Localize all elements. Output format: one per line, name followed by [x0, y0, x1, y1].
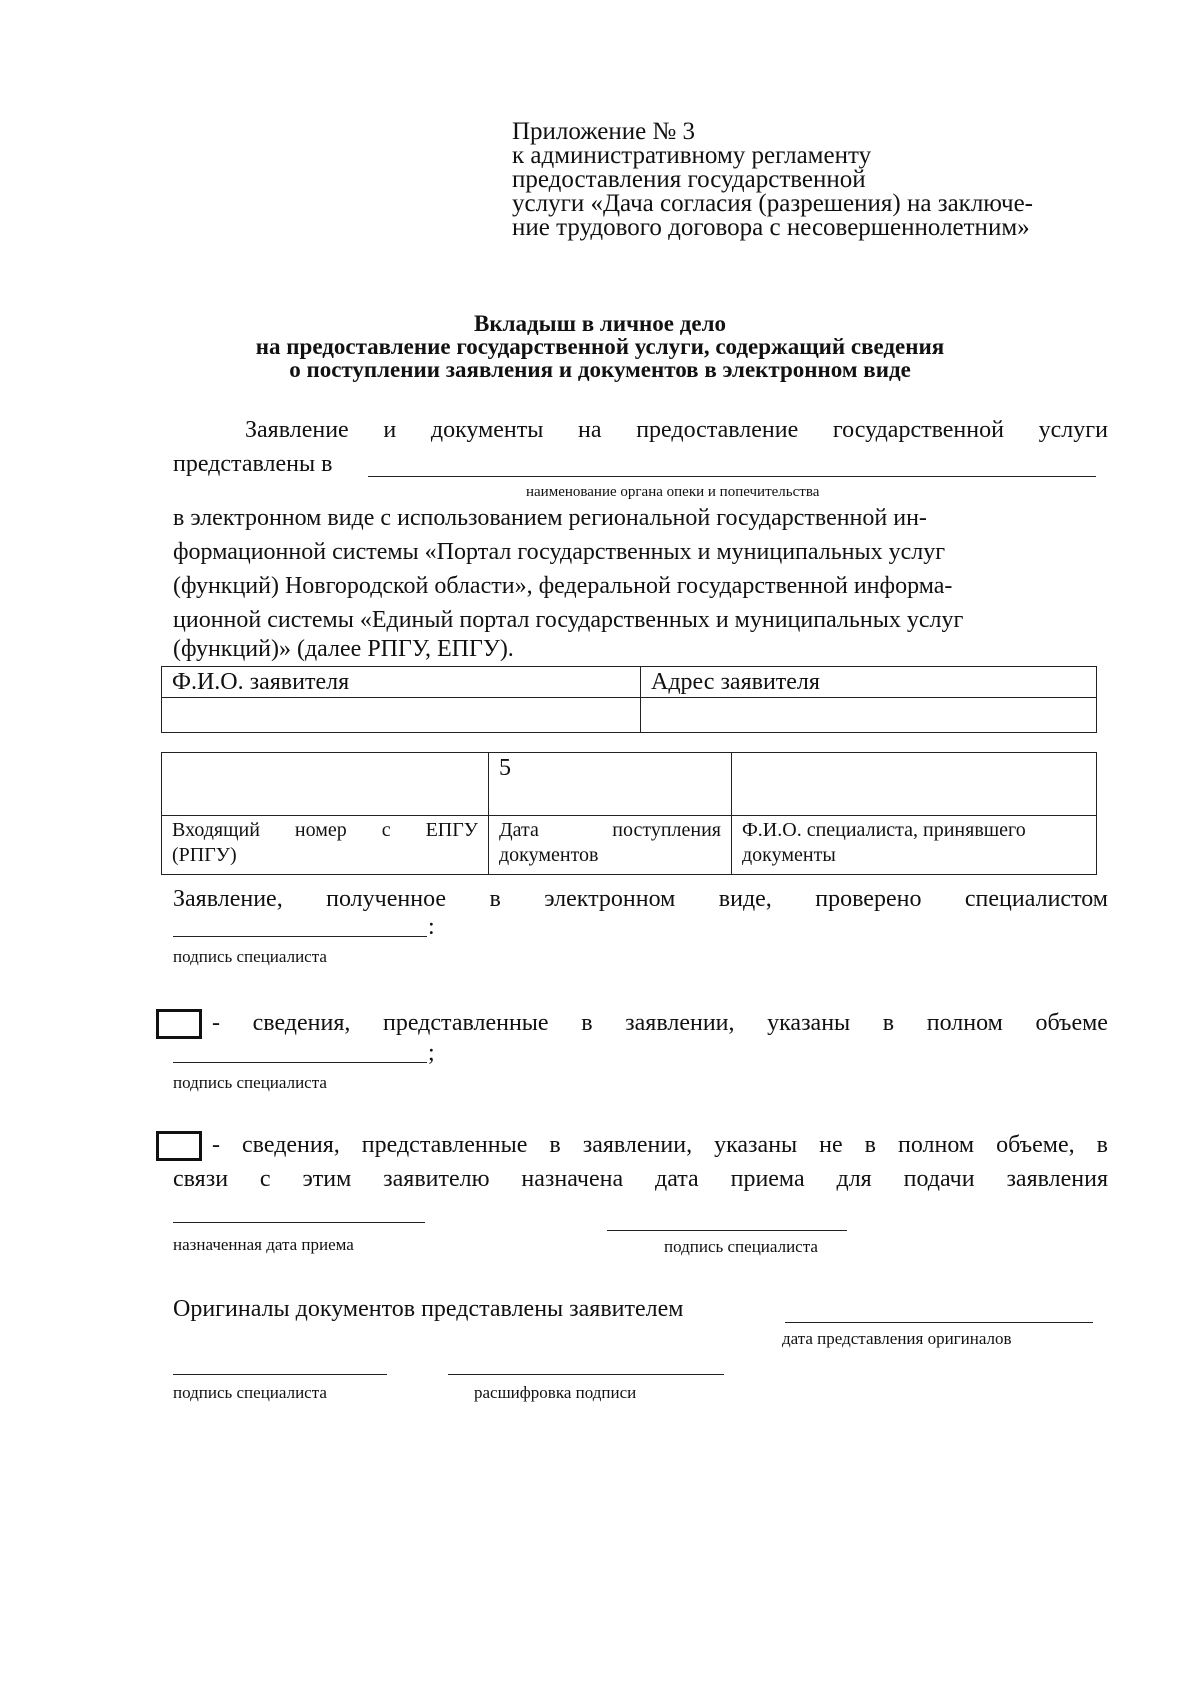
applicant-address-header: Адрес заявителя [641, 667, 1097, 698]
receipt-date-label-line-2: документов [499, 844, 599, 866]
word: Дата [499, 819, 539, 841]
word: указаны [767, 1010, 851, 1036]
specialist-name-label-line-1: Ф.И.О. специалиста, принявшего [742, 819, 1026, 841]
word: назначена [521, 1166, 624, 1192]
registration-table [161, 752, 1097, 875]
intro-line-1 [245, 415, 1108, 445]
appendix-line-5: ние трудового договора с несовершеннолетним» [512, 214, 1030, 241]
intro-line-5: (функций) Новгородской области», федеральной государственной информа- [173, 573, 953, 599]
originals-date-line[interactable] [785, 1322, 1093, 1323]
intro-line-3: в электронном виде с использованием региональной государственной ин- [173, 505, 927, 531]
check-signature-caption: подпись специалиста [173, 947, 327, 966]
originals-signature-caption: подпись специалиста [173, 1383, 327, 1402]
word: ЕПГУ [425, 819, 478, 841]
check-colon: : [428, 914, 435, 940]
full-info-checkbox[interactable] [156, 1009, 202, 1039]
word: специалистом [964, 886, 1108, 912]
appendix-line-2: к административному регламенту [512, 142, 872, 169]
applicant-table [161, 666, 1097, 733]
originals-signature-line[interactable] [173, 1374, 387, 1375]
word: в [581, 1010, 593, 1036]
word: Входящий [172, 819, 260, 841]
incoming-number-cell[interactable] [162, 753, 489, 816]
applicant-address-cell[interactable] [641, 698, 1097, 733]
full-info-signature-caption: подпись специалиста [173, 1073, 327, 1092]
word: объеме [1035, 1010, 1108, 1036]
word: для [836, 1166, 872, 1192]
word: в [489, 886, 501, 912]
partial-info-line-2 [173, 1164, 1108, 1194]
check-signature-line[interactable] [173, 936, 427, 937]
word: с [381, 819, 391, 841]
word: на [578, 417, 602, 443]
word: в [882, 1010, 895, 1036]
specialist-name-cell[interactable] [732, 753, 1097, 816]
word: заявления [1006, 1166, 1108, 1192]
partial-info-signature-line[interactable] [607, 1230, 847, 1231]
title-line-1: Вкладыш в личное дело [473, 311, 726, 336]
word: представленные [383, 1010, 549, 1036]
appendix-line-4: услуги «Дача согласия (разрешения) на заключе- [512, 190, 1034, 217]
appendix-header [512, 120, 1152, 240]
full-info-statement [212, 1008, 1108, 1038]
word: дата [655, 1166, 699, 1192]
intro-line-4: формационной системы «Портал государственных и муниципальных услуг [173, 539, 946, 565]
title-line-3: о поступлении заявления и документов в электронном виде [289, 357, 911, 382]
full-info-signature-line[interactable] [173, 1062, 427, 1063]
word: заявителю [383, 1166, 490, 1192]
originals-date-caption: дата представления оригиналов [782, 1329, 1012, 1348]
originals-decoding-line[interactable] [448, 1374, 724, 1375]
word: и [383, 417, 397, 443]
word: - [212, 1010, 220, 1036]
word: этим [302, 1166, 352, 1192]
word: номер [294, 819, 347, 841]
partial-info-signature-caption: подпись специалиста [664, 1237, 818, 1256]
word: связи [173, 1166, 229, 1192]
word: документы [430, 417, 544, 443]
word: полном [926, 1010, 1003, 1036]
organ-name-caption: наименование органа опеки и попечительства [526, 484, 820, 500]
intro-line-7: (функций)» (далее РПГУ, ЕПГУ). [173, 636, 514, 662]
word: Заявление, [173, 886, 283, 912]
word: виде, [718, 886, 772, 912]
word: Заявление [245, 417, 349, 443]
appointed-date-caption: назначенная дата приема [173, 1235, 354, 1254]
receipt-date-label [489, 816, 732, 875]
word: сведения, [252, 1010, 351, 1036]
word: приема [730, 1166, 805, 1192]
word: предоставление [636, 417, 799, 443]
word: проверено [815, 886, 922, 912]
partial-info-line-1: - сведения, представленные в заявлении, указаны не в полном объеме, в [212, 1132, 1108, 1158]
word: полученное [326, 886, 447, 912]
incoming-number-label [162, 816, 489, 875]
document-title [150, 312, 1050, 381]
word: электронном [544, 886, 676, 912]
receipt-date-cell[interactable]: 5 [489, 753, 732, 816]
intro-line-2: представлены в [173, 451, 333, 477]
word: услуги [1038, 417, 1108, 443]
incoming-number-label-line-2: (РПГУ) [172, 844, 237, 866]
applicant-name-header: Ф.И.О. заявителя [162, 667, 641, 698]
applicant-name-cell[interactable] [162, 698, 641, 733]
partial-info-checkbox[interactable] [156, 1131, 202, 1161]
appendix-line-3: предоставления государственной [512, 166, 866, 193]
originals-statement: Оригиналы документов представлены заявителем [173, 1296, 684, 1322]
word: заявлении, [625, 1010, 735, 1036]
intro-line-6: ционной системы «Единый портал государственных и муниципальных услуг [173, 607, 964, 633]
specialist-name-label-line-2: документы [742, 844, 836, 866]
appendix-line-1: Приложение № 3 [512, 118, 696, 145]
word: с [259, 1166, 271, 1192]
specialist-name-label [732, 816, 1097, 875]
appointed-date-line[interactable] [173, 1222, 425, 1223]
word: подачи [903, 1166, 975, 1192]
organ-name-line[interactable] [368, 476, 1096, 477]
full-info-semicolon: ; [428, 1040, 435, 1066]
word: государственной [832, 417, 1004, 443]
word: поступления [612, 819, 721, 841]
originals-decoding-caption: расшифровка подписи [474, 1383, 637, 1402]
checked-statement [173, 884, 1108, 914]
title-line-2: на предоставление государственной услуги, содержащий сведения [255, 334, 945, 359]
